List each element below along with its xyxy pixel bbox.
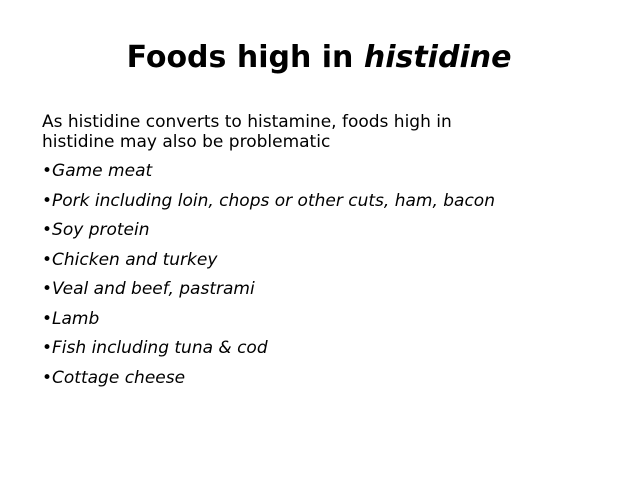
food-list (42, 161, 602, 388)
title-emphasis: histidine (363, 40, 512, 75)
slide-title (0, 38, 638, 78)
bullet-glyph: • (42, 279, 53, 299)
list-item (42, 250, 602, 270)
bullet-glyph: • (42, 161, 53, 181)
list-item-text: Game meat (52, 161, 153, 181)
list-item (42, 338, 602, 358)
list-item (42, 191, 602, 211)
title-prefix: Foods high in (126, 40, 364, 75)
bullet-glyph: • (42, 220, 53, 240)
list-item-text: Chicken and turkey (52, 249, 218, 270)
list-item-text: Lamb (52, 308, 100, 329)
bullet-glyph: • (42, 308, 53, 329)
list-item-text: Fish including tuna & cod (52, 338, 268, 358)
slide-body (42, 112, 602, 397)
list-item (42, 220, 602, 240)
list-item-text: Pork including loin, chops or other cuts, ham, bacon (52, 190, 495, 211)
intro-text: As histidine converts to histamine, foods high in histidine may also be problematic (42, 112, 452, 152)
bullet-glyph: • (42, 190, 53, 211)
list-item-text: Veal and beef, pastrami (52, 279, 255, 299)
bullet-glyph: • (42, 367, 53, 388)
bullet-glyph: • (42, 338, 53, 358)
list-item (42, 161, 602, 181)
list-item (42, 309, 602, 329)
bullet-glyph: • (42, 249, 53, 270)
list-item (42, 368, 602, 388)
list-item-text: Cottage cheese (52, 367, 186, 388)
list-item-text: Soy protein (52, 220, 150, 240)
list-item (42, 279, 602, 299)
